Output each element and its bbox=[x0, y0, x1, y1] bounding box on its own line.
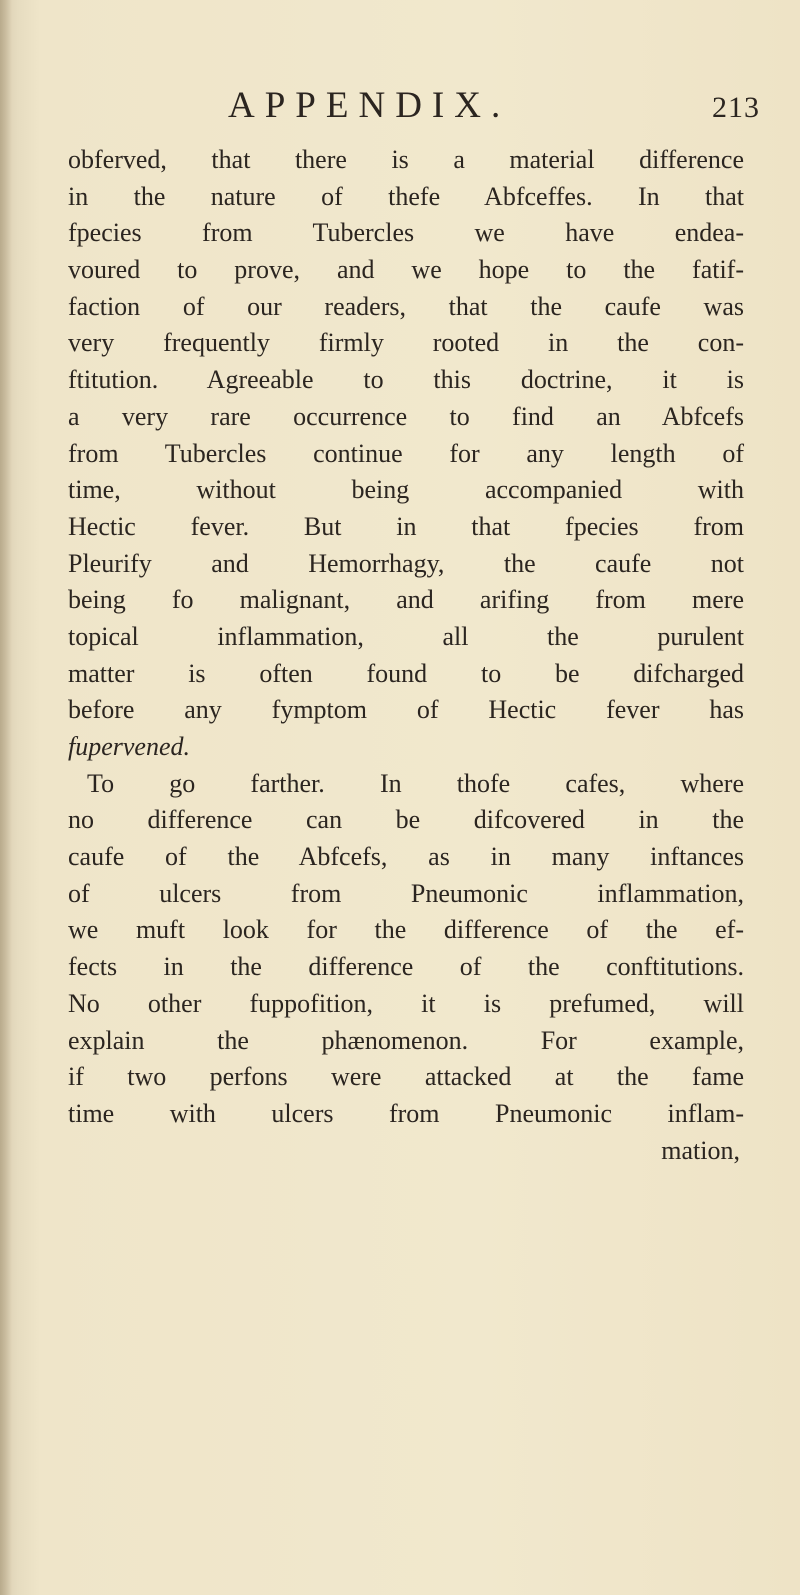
text-line: Pleurify and Hemorrhagy, the caufe not bbox=[68, 548, 744, 578]
text-line: ftitution. Agreeable to this doctrine, it is bbox=[68, 365, 744, 395]
text-line: time with ulcers from Pneumonic inflam- bbox=[68, 1098, 744, 1128]
text-line: obferved, that there is a material difference bbox=[68, 145, 744, 174]
page-header bbox=[0, 86, 800, 126]
text-line: fects in the difference of the conftitutions. bbox=[68, 952, 744, 982]
catchword: mation, bbox=[661, 1135, 740, 1165]
text-line: matter is often found to be difcharged bbox=[68, 658, 744, 688]
text-line: of ulcers from Pneumonic inflammation, bbox=[68, 878, 744, 908]
text-line: time, without being accompanied with bbox=[68, 475, 744, 505]
text-line: before any fymptom of Hectic fever has bbox=[68, 695, 744, 725]
text-line: in the nature of thefe Abfceffes. In that bbox=[68, 181, 744, 211]
text-line: a very rare occurrence to find an Abfcefs bbox=[68, 401, 744, 431]
text-line: faction of our readers, that the caufe was bbox=[68, 291, 744, 321]
text-line: being fo malignant, and arifing from mere bbox=[68, 585, 744, 615]
text-line-italic: fupervened. bbox=[68, 732, 191, 761]
gutter-shadow bbox=[0, 0, 12, 1595]
text-line: very frequently firmly rooted in the con- bbox=[68, 328, 744, 358]
text-line: Hectic fever. But in that fpecies from bbox=[68, 511, 744, 541]
text-line: caufe of the Abfcefs, as in many inftances bbox=[68, 842, 744, 872]
text-line: no difference can be difcovered in the bbox=[68, 805, 744, 835]
paragraph-2 bbox=[68, 766, 744, 1133]
running-head: APPENDIX. bbox=[228, 85, 511, 126]
body-text bbox=[68, 142, 744, 1169]
text-line: No other fuppofition, it is prefumed, will bbox=[68, 988, 744, 1018]
text-line: explain the phænomenon. For example, bbox=[68, 1025, 744, 1055]
text-line: we muft look for the difference of the ef- bbox=[68, 915, 744, 945]
text-line: To go farther. In thofe cafes, where bbox=[87, 768, 744, 798]
text-line: if two perfons were attacked at the fame bbox=[68, 1062, 744, 1092]
text-line: fpecies from Tubercles we have endea- bbox=[68, 218, 744, 248]
text-line: topical inflammation, all the purulent bbox=[68, 621, 744, 651]
text-line: voured to prove, and we hope to the fatif- bbox=[68, 255, 744, 285]
page-number: 213 bbox=[712, 91, 760, 124]
text-line: from Tubercles continue for any length of bbox=[68, 438, 744, 468]
paragraph-1 bbox=[68, 142, 744, 766]
